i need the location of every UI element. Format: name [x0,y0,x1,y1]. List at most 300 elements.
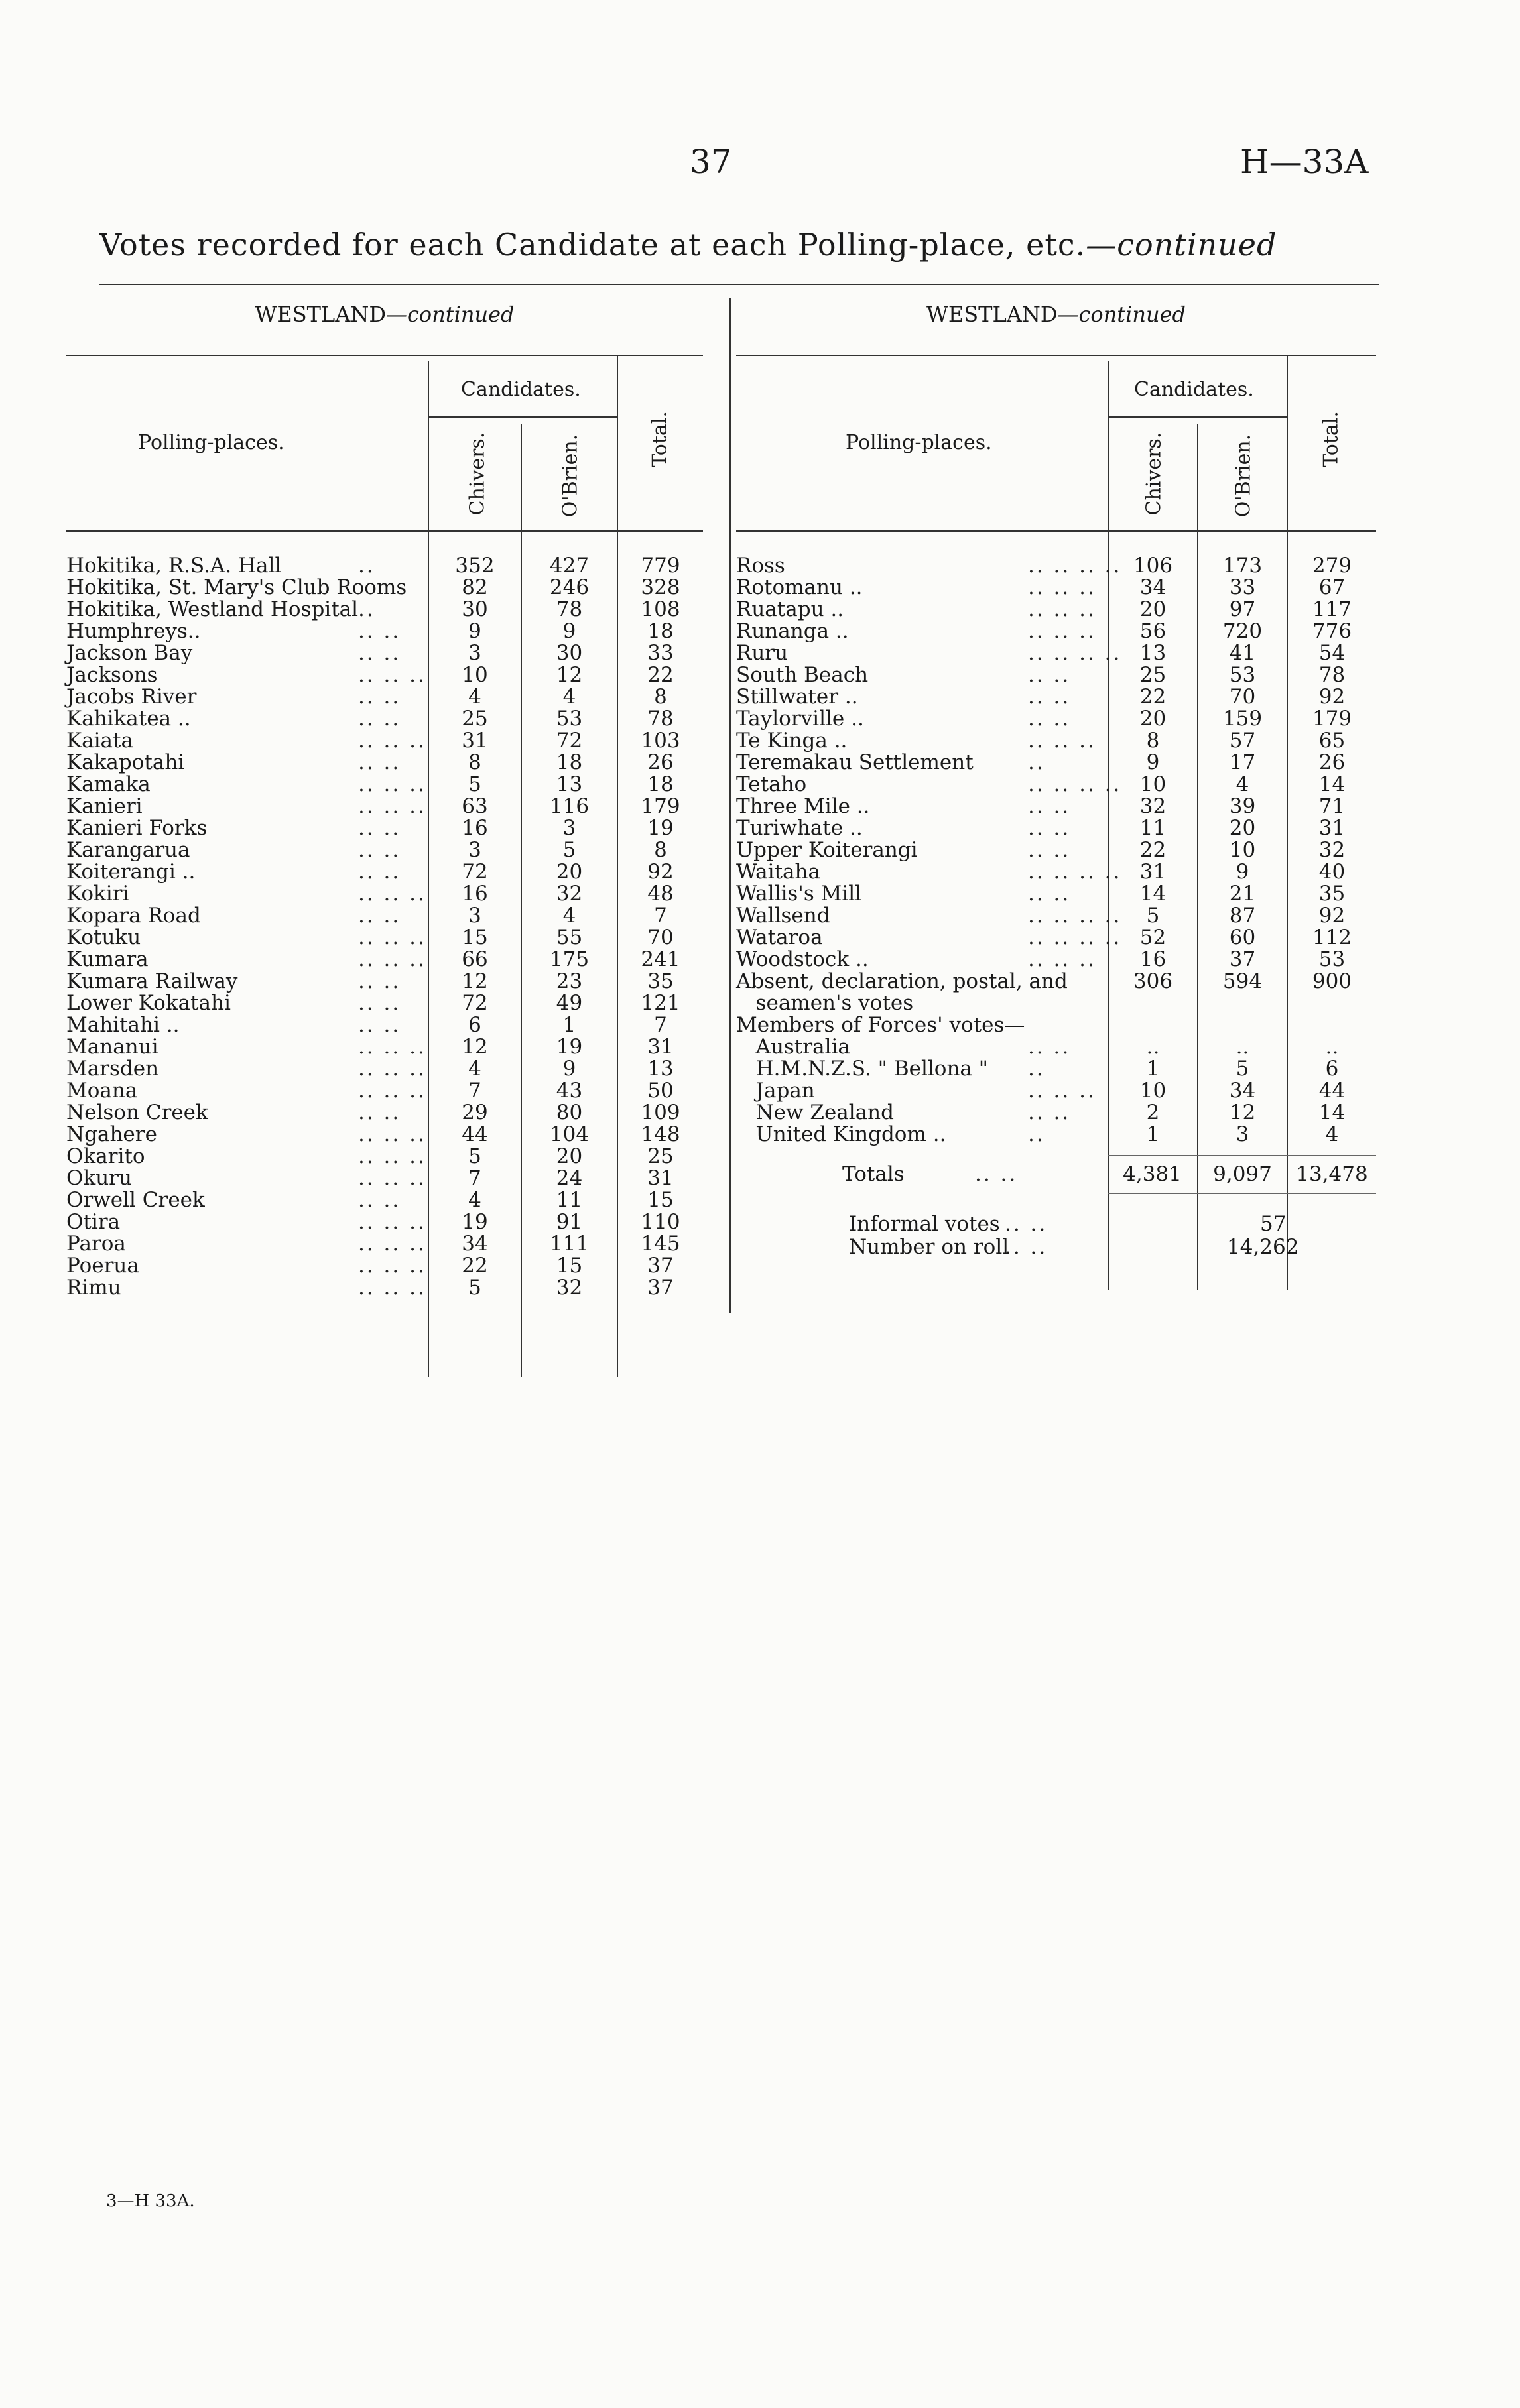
leader-dots: .. [1028,751,1045,774]
chivers-value: 11 [1139,816,1167,840]
total-value: 14 [1318,1101,1346,1124]
table-row [66,752,703,774]
total-value: 26 [647,751,674,774]
obrien-value: 720 [1222,619,1263,643]
leader-dots: .. .. .. .. [1028,926,1122,949]
leader-dots: .. .. .. .. [1028,641,1122,665]
place-name: Kopara Road [66,904,201,928]
leader-dots: .. .. .. [358,1035,426,1059]
total-value: 70 [647,926,674,949]
roll-value: 14,262 [1227,1235,1299,1259]
obrien-value: 18 [556,751,583,774]
total-value: 13 [647,1057,674,1081]
right-totals-bottom-rule [1108,1193,1376,1194]
place-name: Kamaka [66,772,151,796]
obrien-value: 20 [556,1144,583,1168]
leader-dots: .. .. [358,991,401,1015]
chivers-value: 10 [462,663,488,687]
leader-dots: .. .. .. [358,1276,426,1299]
total-value: 328 [641,575,680,599]
chivers-value: 16 [462,816,488,840]
right-table [736,285,1376,1319]
table-row [736,839,1376,861]
place-name: Runanga .. [736,619,849,643]
chivers-value: 12 [462,1035,488,1059]
table-row [66,1211,703,1233]
leader-dots: .. .. .. [358,947,426,971]
obrien-value: 9 [562,619,576,643]
total-value: 4 [1325,1122,1339,1146]
chivers-value: 34 [1139,575,1167,599]
table-row [736,599,1376,621]
place-name: Stillwater .. [736,685,858,709]
chivers-value: 7 [468,1079,481,1103]
obrien-value: 57 [1229,729,1256,752]
table-row [66,1014,703,1036]
place-name: Te Kinga .. [736,729,848,752]
chivers-value: 306 [1133,969,1173,993]
total-value: 6 [1325,1057,1339,1081]
title-continued: —continued [1086,227,1277,263]
total-value: 109 [641,1101,680,1124]
place-name: Woodstock .. [736,947,869,971]
right-totals-row [736,1164,1376,1185]
leader-dots: .. .. .. [358,663,426,687]
obrien-value: 80 [556,1101,583,1124]
leader-dots: .. .. .. [1028,729,1096,752]
table-row [66,971,703,993]
place-name: Tetaho [736,772,807,796]
table-row [66,927,703,949]
place-name: Waitaha [736,860,820,884]
total-value: .. [1325,1035,1339,1059]
total-value: 65 [1318,729,1346,752]
place-name: Upper Koiterangi [736,838,918,862]
table-row [736,949,1376,971]
place-name: Koiterangi .. [66,860,196,884]
obrien-value: 60 [1229,926,1256,949]
table-row [736,621,1376,642]
place-name: Otira [66,1210,121,1234]
total-value: 148 [641,1122,680,1146]
left-table [66,285,703,1319]
leader-dots: .. .. [1028,838,1071,862]
table-row [736,1080,1376,1102]
table-row [66,861,703,883]
total-value: 78 [1318,663,1346,687]
chivers-value: 52 [1139,926,1167,949]
chivers-value: 19 [462,1210,488,1234]
chivers-value: 22 [1139,685,1167,709]
place-name: Karangarua [66,838,190,862]
table-row [736,883,1376,905]
leader-dots: .. .. .. [358,1122,426,1146]
chivers-value: 2 [1146,1101,1160,1124]
leader-dots: .. .. [1028,685,1071,709]
obrien-value: 21 [1229,882,1256,906]
table-row [736,686,1376,708]
total-value: 900 [1312,969,1352,993]
table-row [66,949,703,971]
obrien-value: 9 [562,1057,576,1081]
obrien-value: 37 [1229,947,1256,971]
obrien-value: 32 [556,882,583,906]
place-name: Wallsend [736,904,830,928]
leader-dots: .. [358,597,375,621]
table-row [66,1168,703,1189]
place-name: Australia [736,1035,850,1059]
table-row [736,927,1376,949]
obrien-value: 15 [556,1254,583,1278]
leader-dots: .. .. [1028,1035,1071,1059]
table-row [66,664,703,686]
place-name: Rotomanu .. [736,575,863,599]
table-row [66,839,703,861]
table-row [736,993,1376,1014]
obrien-value: 32 [556,1276,583,1299]
right-totals-top-rule [1108,1155,1376,1156]
total-value: 32 [1318,838,1346,862]
chivers-value: 25 [462,707,488,731]
obrien-value: 594 [1222,969,1263,993]
chivers-value: 5 [468,1144,481,1168]
place-name: Hokitika, Westland Hospital [66,597,359,621]
place-name: Moana [66,1079,138,1103]
total-value: 26 [1318,751,1346,774]
obrien-value: 49 [556,991,583,1015]
totals-label: Totals [842,1162,905,1186]
table-row [66,883,703,905]
leader-dots: .. .. .. .. [1028,904,1122,928]
chivers-value: 13 [1139,641,1167,665]
obrien-value: 72 [556,729,583,752]
obrien-value: 70 [1229,685,1256,709]
right-heading [736,302,1376,327]
table-row [66,1255,703,1277]
chivers-value: 63 [462,794,488,818]
obrien-value: 53 [556,707,583,731]
total-value: 35 [647,969,674,993]
table-row [66,1277,703,1299]
left-col-obrien: O'Brien. [558,434,582,518]
place-name: Paroa [66,1232,126,1256]
obrien-value: 3 [1235,1122,1249,1146]
table-row [66,555,703,577]
place-name: Lower Kokatahi [66,991,231,1015]
total-value: 103 [641,729,680,752]
left-heading-cont: —continued [386,302,515,327]
chivers-value: 32 [1139,794,1167,818]
leader-dots: .. .. .. [358,794,426,818]
leader-dots: .. .. [358,860,401,884]
place-name: Jacksons [66,663,158,687]
obrien-value: 33 [1229,575,1256,599]
place-name: Okarito [66,1144,145,1168]
left-rows [66,555,703,1299]
leader-dots: .. .. .. [358,1166,426,1190]
total-value: 44 [1318,1079,1346,1103]
obrien-value: 78 [556,597,583,621]
table-row [66,796,703,817]
place-name: Okuru [66,1166,132,1190]
footer-reference: 3—H 33A. [106,2191,195,2211]
place-name: Jacobs River [66,685,197,709]
totals-obrien: 9,097 [1213,1162,1272,1186]
chivers-value: 5 [468,1276,481,1299]
right-header-bottom-rule [736,530,1376,532]
obrien-value: 11 [556,1188,583,1212]
table-row [66,993,703,1014]
informal-label: Informal votes [849,1212,1000,1236]
leader-dots: .. [1028,1057,1045,1081]
total-value: 53 [1318,947,1346,971]
left-col-total: Total. [648,411,672,467]
totals-total: 13,478 [1296,1162,1368,1186]
total-value: 92 [1318,685,1346,709]
leader-dots: .. .. [358,619,401,643]
place-name: Kahikatea .. [66,707,191,731]
obrien-value: 17 [1229,751,1256,774]
place-name: Taylorville .. [736,707,864,731]
place-name: Japan [736,1079,815,1103]
total-value: 117 [1312,597,1352,621]
total-value: 776 [1312,619,1352,643]
leader-dots: .. .. .. [1028,619,1096,643]
total-value: 18 [647,772,674,796]
place-name: Mahitahi .. [66,1013,180,1037]
place-name: Turiwhate .. [736,816,863,840]
chivers-value: 4 [468,1188,481,1212]
total-value: 108 [641,597,680,621]
chivers-value: 30 [462,597,488,621]
table-row [66,905,703,927]
place-name: Kumara [66,947,149,971]
obrien-value: 427 [549,554,590,577]
table-row [736,861,1376,883]
leader-dots: .. .. [358,707,401,731]
place-name: Hokitika, R.S.A. Hall [66,554,282,577]
obrien-value: 87 [1229,904,1256,928]
total-value: 14 [1318,772,1346,796]
right-col-obrien: O'Brien. [1232,434,1255,518]
total-value: 48 [647,882,674,906]
table-row [66,1080,703,1102]
table-row [736,1014,1376,1036]
chivers-value: 3 [468,904,481,928]
obrien-value: 5 [562,838,576,862]
obrien-value: 4 [562,904,576,928]
table-row [66,1058,703,1080]
left-col-chivers: Chivers. [466,432,489,516]
total-value: 40 [1318,860,1346,884]
chivers-value: 12 [462,969,488,993]
page-title [99,227,1393,263]
place-name: Mananui [66,1035,158,1059]
right-panel-left-border [729,298,731,1313]
leader-dots: .. .. [1028,816,1071,840]
table-row [66,708,703,730]
right-header-top-rule [736,355,1376,356]
left-candidates-rule [429,416,617,418]
table-row [66,577,703,599]
place-name: Ruatapu .. [736,597,844,621]
obrien-value: 1 [562,1013,576,1037]
chivers-value: 29 [462,1101,488,1124]
leader-dots: .. .. .. [358,1232,426,1256]
chivers-value: 20 [1139,597,1167,621]
chivers-value: 1 [1146,1122,1160,1146]
leader-dots: .. .. .. [358,772,426,796]
leader-dots: .. [1028,1122,1045,1146]
total-value: 145 [641,1232,680,1256]
leader-dots: .. .. .. [358,926,426,949]
leader-dots: .. .. .. .. [1028,772,1122,796]
obrien-value: 159 [1222,707,1263,731]
chivers-value: 82 [462,575,488,599]
leader-dots: .. .. [358,751,401,774]
obrien-value: 111 [549,1232,590,1256]
leader-dots: .. .. [358,969,401,993]
table-row [66,1124,703,1146]
chivers-value: 4 [468,685,481,709]
leader-dots: .. .. .. [358,1057,426,1081]
total-value: 92 [1318,904,1346,928]
chivers-value: 31 [462,729,488,752]
chivers-value: 5 [1146,904,1160,928]
obrien-value: 23 [556,969,583,993]
chivers-value: 20 [1139,707,1167,731]
leader-dots: .. .. .. [358,1079,426,1103]
chivers-value: 22 [1139,838,1167,862]
leader-dots: .. .. .. [358,1144,426,1168]
right-candidates-rule [1109,416,1287,418]
leader-dots: .. [358,554,375,577]
table-row [66,1036,703,1058]
leader-dots: .. .. .. .. [1028,554,1122,577]
table-row [66,1189,703,1211]
left-header-bottom-rule [66,530,703,532]
obrien-value: .. [1235,1035,1249,1059]
table-row [736,774,1376,796]
chivers-value: 106 [1133,554,1173,577]
obrien-value: 12 [556,663,583,687]
chivers-value: 56 [1139,619,1167,643]
obrien-value: 20 [556,860,583,884]
leader-dots: .. .. [1028,794,1071,818]
total-value: 179 [1312,707,1352,731]
leader-dots: .. .. [1028,1101,1071,1124]
place-name: Rimu [66,1276,121,1299]
place-name: Kakapotahi [66,751,185,774]
leader-dots: .. .. .. [1028,575,1096,599]
chivers-value: 8 [1146,729,1160,752]
document-reference [1240,143,1368,181]
table-row [66,1102,703,1124]
total-value: 71 [1318,794,1346,818]
total-value: 33 [647,641,674,665]
obrien-value: 104 [549,1122,590,1146]
place-name: Kaiata [66,729,133,752]
chivers-value: 25 [1139,663,1167,687]
table-row [736,752,1376,774]
chivers-value: 72 [462,860,488,884]
place-name: Wallis's Mill [736,882,862,906]
title-main: Votes recorded for each Candidate at each Polling-place, etc. [99,227,1086,263]
obrien-value: 5 [1235,1057,1249,1081]
total-value: 19 [647,816,674,840]
total-value: 15 [647,1188,674,1212]
total-value: 241 [641,947,680,971]
total-value: 110 [641,1210,680,1234]
total-value: 37 [647,1254,674,1278]
table-row [736,1058,1376,1080]
leader-dots: .. .. [358,685,401,709]
total-value: 37 [647,1276,674,1299]
left-col-places: Polling-places. [138,431,285,454]
roll-row [849,1235,1379,1259]
left-header-top-rule [66,355,703,356]
obrien-value: 39 [1229,794,1256,818]
chivers-value: 10 [1139,772,1167,796]
chivers-value: 8 [468,751,481,774]
place-name: Kokiri [66,882,129,906]
total-value: 779 [641,554,680,577]
place-name: H.M.N.Z.S. " Bellona " [736,1057,989,1081]
left-col-candidates: Candidates. [461,378,581,401]
leader-dots: .. .. .. [1028,947,1096,971]
obrien-value: 13 [556,772,583,796]
table-row [736,905,1376,927]
leader-dots: .. .. .. [358,1210,426,1234]
obrien-value: 91 [556,1210,583,1234]
roll-dots: .. .. [1005,1235,1048,1259]
chivers-value: 6 [468,1013,481,1037]
leader-dots: .. .. [1028,707,1071,731]
obrien-value: 4 [562,685,576,709]
obrien-value: 55 [556,926,583,949]
place-name: Ross [736,554,785,577]
total-value: 7 [654,904,667,928]
total-value: 50 [647,1079,674,1103]
totals-row [736,1164,1376,1185]
chivers-value: 16 [462,882,488,906]
obrien-value: 30 [556,641,583,665]
table-row [736,664,1376,686]
total-value: 22 [647,663,674,687]
chivers-value: 31 [1139,860,1167,884]
table-row [66,621,703,642]
obrien-value: 20 [1229,816,1256,840]
leader-dots: .. .. .. .. [1028,860,1122,884]
obrien-value: 34 [1229,1079,1256,1103]
informal-dots: .. .. [1005,1212,1048,1236]
place-name: Wataroa [736,926,823,949]
obrien-value: 4 [1235,772,1249,796]
chivers-value: 3 [468,838,481,862]
informal-value: 57 [1260,1212,1287,1236]
total-value: 25 [647,1144,674,1168]
place-name: Kanieri Forks [66,816,208,840]
table-row [736,1102,1376,1124]
table-row [736,642,1376,664]
table-row [736,577,1376,599]
place-name: Absent, declaration, postal, and [736,969,1068,993]
obrien-value: 175 [549,947,590,971]
right-col-chivers: Chivers. [1142,432,1166,516]
chivers-value: 34 [462,1232,488,1256]
place-name: Three Mile .. [736,794,870,818]
leader-dots: .. .. [1028,882,1071,906]
